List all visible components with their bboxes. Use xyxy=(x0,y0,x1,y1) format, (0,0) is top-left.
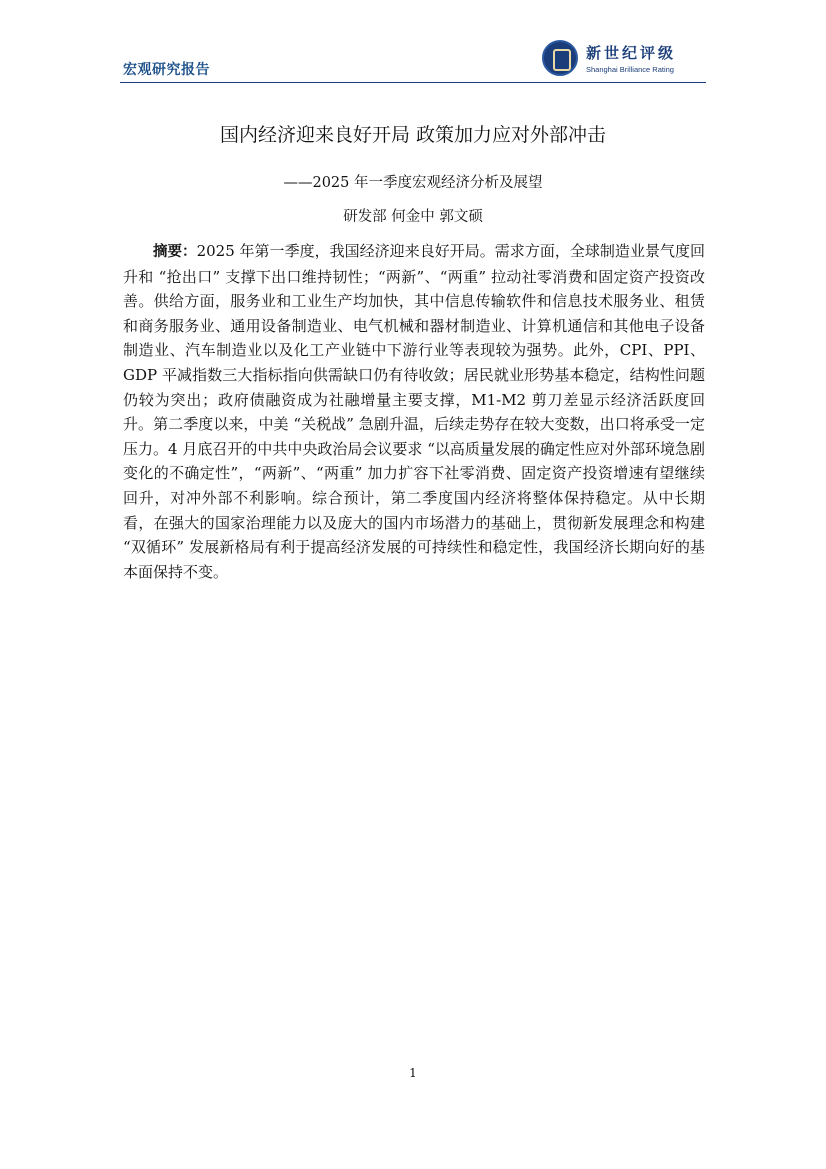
report-title: 国内经济迎来良好开局 政策加力应对外部冲击 xyxy=(219,124,607,146)
report-subtitle: ——2025 年一季度宏观经济分析及展望 xyxy=(283,175,543,191)
abstract-label: 摘要： xyxy=(153,244,197,260)
abstract-paragraph xyxy=(123,239,705,584)
brand-logo xyxy=(542,40,712,80)
header-divider xyxy=(120,82,706,83)
header-label: 宏观研究报告 xyxy=(123,62,210,78)
page-number: 1 xyxy=(409,1066,417,1080)
abstract-text: 2025 年第一季度，我国经济迎来良好开局。需求方面，全球制造业景气度回升和 “抢出口” 支撑下出口维持韧性；“两新”、“两重” 拉动社零消费和固定资产投资改善。供给方面，服务业和工业生产均加快，其中信息传输软件和信息技术服务业、租赁和商务服务业、通用设备制造业、电气机械和器材制造业、计算机通信和其他电子设备制造业、汽车制造业以及化工产业链中下游行业等表现较为强势。此外，CPI、PPI、GDP 平减指数三大指标指向供需缺口仍有待收敛；居民就业形势基本稳定，结构性问题仍较为突出；政府债融资成为社融增量主要支撑，M1-M2 剪刀差显示经济活跃度回升。第二季度以来，中美 “关税战” 急剧升温，后续走势存在较大变数，出口将承受一定压力。4 月底召开的中共中央政治局会议要求 “以高质量发展的确定性应对外部环境急剧变化的不确定性”，“两新”、“两重” 加力扩容下社零消费、固定资产投资增速有望继续回升，对冲外部不利影响。综合预计，第二季度国内经济将整体保持稳定。从中长期看，在强大的国家治理能力以及庞大的国内市场潜力的基础上，贯彻新发展理念和构建 “双循环” 发展新格局有利于提高经济发展的可持续性和稳定性，我国经济长期向好的基本面保持不变。 xyxy=(123,242,706,581)
report-authors: 研发部 何金中 郭文硕 xyxy=(343,209,483,225)
logo-english-name: Shanghai Brilliance Rating xyxy=(586,65,674,74)
logo-emblem-icon xyxy=(542,40,578,76)
logo-chinese-name: 新世纪评级 xyxy=(586,44,677,62)
